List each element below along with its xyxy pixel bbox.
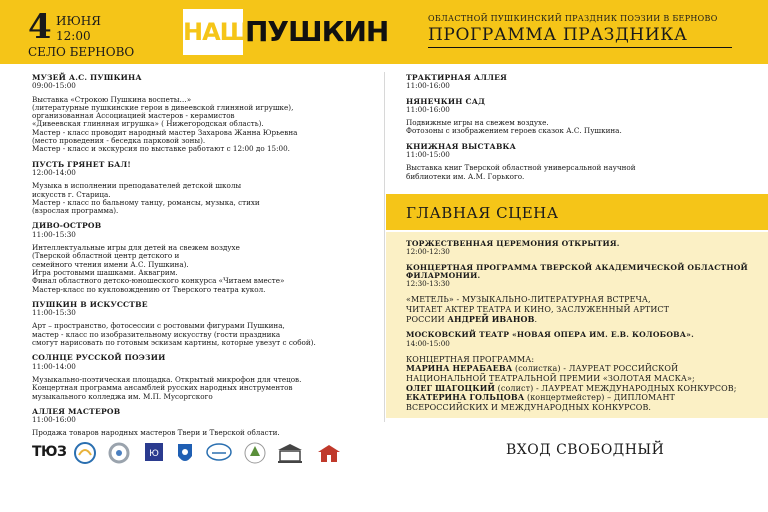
venue-time: 12:00-14:00 [32, 167, 76, 177]
venue-title: КНИЖНАЯ ВЫСТАВКА [406, 141, 517, 151]
venue-description [406, 164, 751, 181]
ring-emblem-logo [108, 442, 130, 464]
venue-title: НЯНЕЧКИН САД [406, 96, 486, 106]
description-line: библиотеки им. А.М. Горького. [406, 171, 525, 181]
venue-time: 11:00-15:00 [406, 150, 450, 160]
description-line: Выставка «Строкою Пушкина воспеты…» [32, 94, 192, 104]
venue-description [32, 244, 382, 294]
venue-title: СОЛНЦЕ РУССКОЙ ПОЭЗИИ [32, 353, 166, 363]
performer-name: ЕКАТЕРИНА ГОЛЬЦОВА [406, 392, 525, 403]
right-program-column [406, 74, 751, 188]
tree-emblem-logo [244, 442, 266, 464]
nash-pushkin-logo [183, 9, 389, 55]
metel-performance [406, 295, 761, 324]
logo-part-nash: НАШ [183, 9, 243, 55]
performer-line: НАЦИОНАЛЬНОЙ ТЕАТРАЛЬНОЙ ПРЕМИИ «ЗОЛОТАЯ МАСКА»; [406, 374, 695, 384]
oval-emblem-logo [206, 442, 232, 462]
performer-role: (концертмейстер) – ДИПЛОМАНТ [524, 393, 675, 403]
description-line: Выставка книг Тверской областной универсальной научной [406, 163, 636, 173]
free-entry-label: ВХОД СВОБОДНЫЙ [506, 442, 665, 458]
event-time: 12:00 [56, 29, 91, 43]
venue-time: 11:00-15:30 [32, 229, 76, 239]
description-line: Подвижные игры на свежем воздухе. [406, 118, 549, 128]
venue-description [32, 322, 382, 347]
description-line: Финал областного детско-юношеского конкурса «Читаем вместе» [32, 276, 285, 286]
circle-emblem-logo [74, 442, 96, 464]
temple-logo [316, 442, 342, 464]
performer-role: (солист) - ЛАУРЕАТ МЕЖДУНАРОДНЫХ КОНКУРСОВ; [495, 383, 737, 393]
description-line: (место проведения - беседка парковой зоны). [32, 136, 206, 146]
venue-time: 11:00-16:00 [406, 104, 450, 114]
event-place: СЕЛО БЕРНОВО [28, 45, 135, 59]
description-line: Продажа товаров народных мастеров Твери и Тверской области. [32, 428, 280, 438]
metel-text: . [534, 314, 538, 324]
description-line: смогут нарисовать по готовым эскизам картины, которые увезут с собой). [32, 338, 316, 348]
shield-logo [176, 442, 194, 466]
main-stage-title: ГЛАВНАЯ СЦЕНА [406, 204, 559, 222]
description-line: Концертная программа ансамблей русских народных инструментов [32, 383, 293, 393]
description-line: музыкального колледжа им. М.П. Мусоргского [32, 391, 213, 401]
event-day: 4 [28, 7, 52, 47]
stage-item-time: 14:00-15:00 [406, 338, 450, 348]
description-line: (Тверской областной центр детского и [32, 251, 180, 261]
venue-title: ПУШКИН В ИСКУССТВЕ [32, 299, 148, 309]
description-line: Музыка в исполнении преподавателей детской школы [32, 181, 242, 191]
description-line: семейного чтения имени А.С. Пушкина). [32, 259, 189, 269]
venue-title: ТРАКТИРНАЯ АЛЛЕЯ [406, 73, 507, 82]
description-line: (литературные пушкинские герои в дивеевской глиняной игрушке), [32, 102, 294, 112]
description-line: Интеллектуальные игры для детей на свежем воздухе [32, 243, 240, 253]
venue-description [32, 376, 382, 401]
left-program-column [32, 74, 382, 445]
opera-program [406, 355, 761, 413]
description-line: (взрослая программа). [32, 206, 119, 216]
performer-line: ВСЕРОССИЙСКИХ И МЕЖДУНАРОДНЫХ КОНКУРСОВ. [406, 402, 652, 412]
stage-item-time: 12:00-12:30 [406, 247, 450, 257]
venue-time: 11:00-16:00 [406, 81, 450, 91]
festival-subtitle: ОБЛАСТНОЙ ПУШКИНСКИЙ ПРАЗДНИК ПОЭЗИИ В БЕРНОВО [428, 14, 718, 23]
description-line: Мастер - класс и экскурсия по выставке работают с 12:00 до 15:00. [32, 144, 290, 154]
metel-line: ЧИТАЕТ АКТЕР ТЕАТРА И КИНО, ЗАСЛУЖЕННЫЙ АРТИСТ [406, 305, 670, 315]
stage-item-time: 12:30-13:30 [406, 279, 450, 289]
metel-line [406, 315, 761, 325]
performer-line [406, 364, 761, 374]
performer-name: МАРИНА НЕРАБАЕВА [406, 363, 513, 374]
description-line: искусств г. Старица. [32, 189, 111, 199]
logo-part-pushkin: ПУШКИН [245, 15, 389, 48]
venue-time: 11:00-15:30 [32, 308, 76, 318]
venue-title: ПУСТЬ ГРЯНЕТ БАЛ! [32, 159, 131, 169]
venue-title: МУЗЕЙ А.С. ПУШКИНА [32, 73, 142, 82]
stage-item-title: ТОРЖЕСТВЕННАЯ ЦЕРЕМОНИЯ ОТКРЫТИЯ. [406, 239, 620, 248]
performer-line [406, 393, 761, 403]
program-title: ПРОГРАММА ПРАЗДНИКА [428, 24, 732, 48]
venue-time: 11:00-16:00 [32, 415, 76, 425]
description-line: организованная Ассоциацией мастеров - керамистов [32, 111, 235, 121]
venue-description [32, 429, 382, 437]
svg-text:Ю: Ю [149, 449, 159, 459]
venue-title: АЛЛЕЯ МАСТЕРОВ [32, 406, 121, 416]
metel-line: «МЕТЕЛЬ» - МУЗЫКАЛЬНО-ЛИТЕРАТУРНАЯ ВСТРЕЧА, [406, 295, 651, 305]
square-emblem-logo [144, 442, 164, 462]
column-divider [384, 72, 385, 422]
description-line: Игра ростовыми шашками. Аквагрим. [32, 267, 178, 277]
partner-logos [32, 440, 372, 470]
venue-description [406, 119, 751, 136]
venue-title: ДИВО-ОСТРОВ [32, 221, 102, 231]
main-stage-content [406, 240, 761, 419]
description-line: Фотозоны с изображением героев сказок А.С. Пушкина. [406, 126, 622, 136]
description-line: «Дивеевская глиняная игрушка» ( Нижегородская область). [32, 119, 264, 129]
performer-name: ОЛЕГ ШАГОЦКИЙ [406, 382, 496, 393]
description-line: Мастер - класс проводит народный мастер Захарова Жанна Юрьевна [32, 127, 298, 137]
performer-name: АНДРЕЙ ИВАНОВ [447, 313, 535, 324]
performer-role: (солистка) - ЛАУРЕАТ РОССИЙСКОЙ [512, 364, 679, 374]
institution-logo [276, 442, 304, 464]
stage-item-title: КОНЦЕРТНАЯ ПРОГРАММА ТВЕРСКОЙ АКАДЕМИЧЕСКОЙ ОБЛАСТНОЙ ФИЛАРМОНИИ. [406, 262, 748, 280]
venue-time: 09:00-15:00 [32, 81, 76, 91]
venue-description [32, 182, 382, 215]
description-line: мастер - класс по изобразительному искусству (гости праздника [32, 329, 281, 339]
venue-description [32, 96, 382, 154]
description-line: Мастер - класс по бальному танцу, романсы, музыка, стихи [32, 197, 260, 207]
event-month: ИЮНЯ [56, 14, 101, 28]
stage-item-title: МОСКОВСКИЙ ТЕАТР «НОВАЯ ОПЕРА ИМ. Е.В. КОЛОБОВА». [406, 330, 694, 340]
program-label: КОНЦЕРТНАЯ ПРОГРАММА: [406, 354, 535, 364]
tyuz-logo: ТЮЗ [32, 444, 67, 460]
description-line: Арт – пространство, фотосессии с ростовыми фигурами Пушкина, [32, 321, 285, 331]
venue-time: 11:00-14:00 [32, 361, 76, 371]
description-line: Мастер-класс по кукловождению от Тверского театра кукол. [32, 284, 266, 294]
description-line: Музыкально-поэтическая площадка. Открытый микрофон для чтецов. [32, 374, 302, 384]
metel-text: РОССИИ [406, 314, 448, 324]
